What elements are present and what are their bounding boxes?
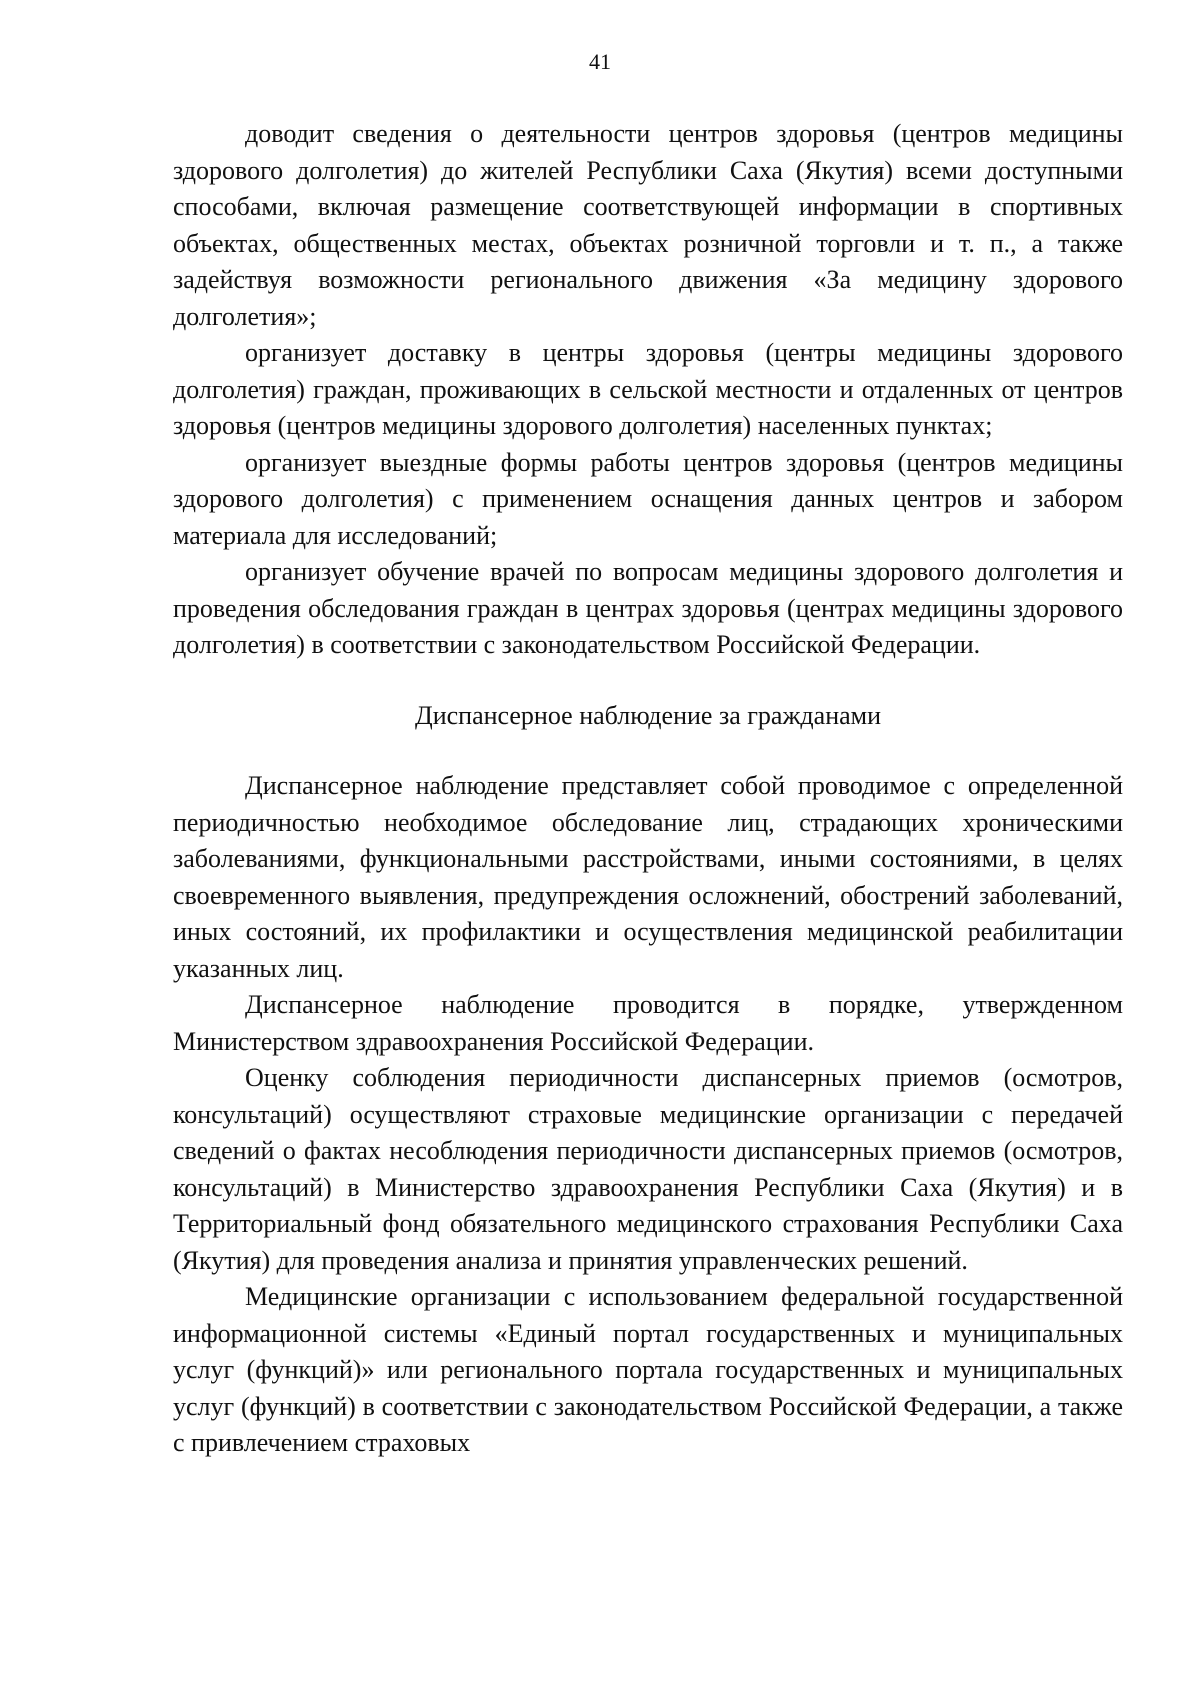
paragraph: Оценку соблюдения периодичности диспансерных приемов (осмотров, консультаций) осуществляют страховые медицинские организации с передачей сведений о фактах несоблюдения периодичности диспансерных приемов (осмотров, консультаций) в Министерство здравоохранения Республики Саха (Якутия) и в Территориальный фонд обязательного медицинского страхования Республики Саха (Якутия) для проведения анализа и принятия управленческих решений. bbox=[173, 1063, 1123, 1275]
paragraph: Медицинские организации с использованием федеральной государственной информационной системы «Единый портал государственных и муниципальных услуг (функций)» или регионального портала государственных и муниципальных услуг (функций) в соответствии с законодательством Российской Федерации, а также с привлечением страховых bbox=[173, 1282, 1123, 1457]
paragraph: Диспансерное наблюдение проводится в порядке, утвержденном Министерством здравоохранения Российской Федерации. bbox=[173, 990, 1123, 1056]
paragraph: организует обучение врачей по вопросам медицины здорового долголетия и проведения обследования граждан в центрах здоровья (центрах медицины здорового долголетия) в соответствии с законодательством Российской Федерации. bbox=[173, 557, 1123, 659]
paragraph: организует доставку в центры здоровья (центры медицины здорового долголетия) граждан, проживающих в сельской местности и отдаленных от центров здоровья (центров медицины здорового долголетия) населенных пунктах; bbox=[173, 338, 1123, 440]
paragraph: доводит сведения о деятельности центров здоровья (центров медицины здорового долголетия) до жителей Республики Саха (Якутия) всеми доступными способами, включая размещение соответствующей информации в спортивных объектах, общественных местах, объектах розничной торговли и т. п., а также задействуя возможности регионального движения «За медицину здорового долголетия»; bbox=[173, 119, 1123, 331]
section-heading: Диспансерное наблюдение за гражданами bbox=[414, 700, 882, 730]
document-body bbox=[173, 116, 1123, 1462]
paragraph: Диспансерное наблюдение представляет собой проводимое с определенной периодичностью необходимое обследование лиц, страдающих хроническими заболеваниями, функциональными расстройствами, иными состояниями, в целях своевременного выявления, предупреждения осложнений, обострений заболеваний, иных состояний, их профилактики и осуществления медицинской реабилитации указанных лиц. bbox=[173, 771, 1123, 983]
paragraph: организует выездные формы работы центров здоровья (центров медицины здорового долголетия) с применением оснащения данных центров и забором материала для исследований; bbox=[173, 447, 1123, 550]
page-number: 41 bbox=[589, 49, 611, 74]
